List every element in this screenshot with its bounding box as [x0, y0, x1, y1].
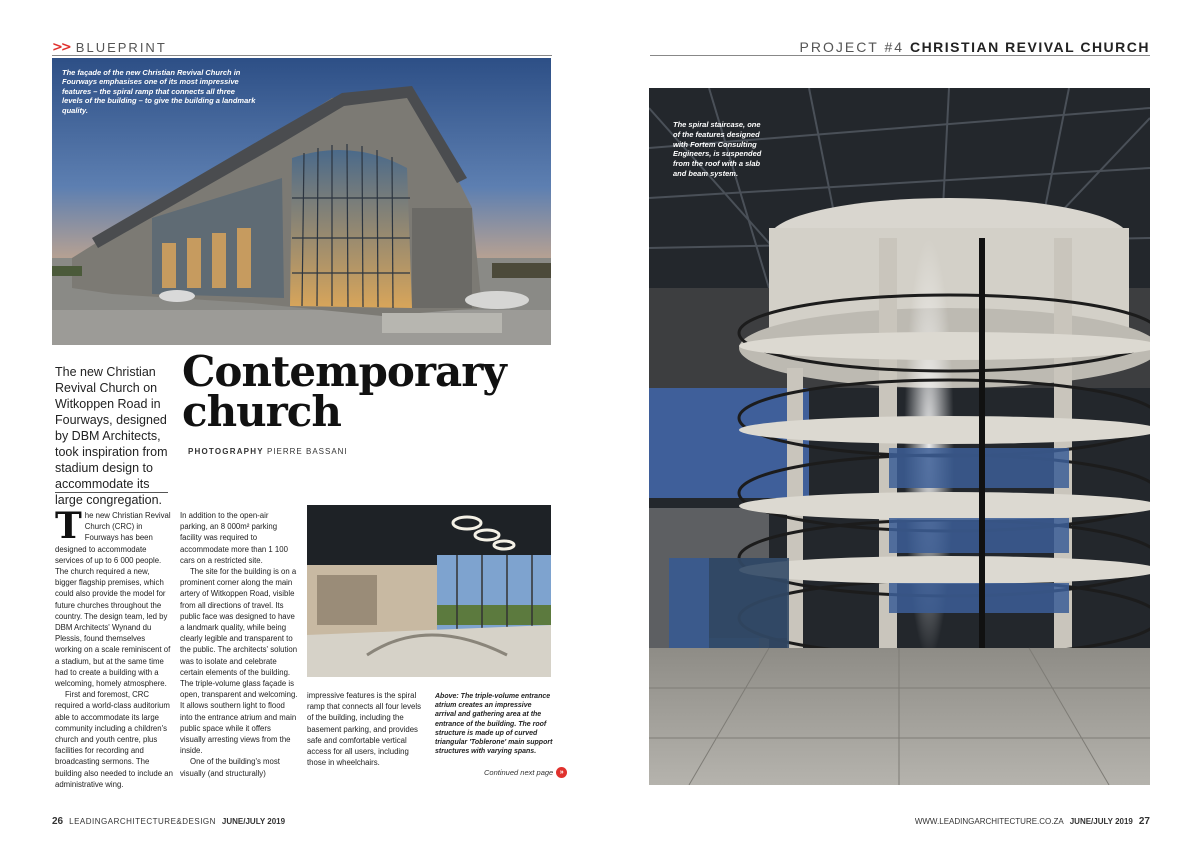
- footer-right: [915, 816, 1150, 827]
- header-rule-left: [52, 55, 552, 56]
- body-column-2: [180, 510, 298, 779]
- atrium-photo: [307, 505, 551, 677]
- photo-credit-label: PHOTOGRAPHY: [188, 447, 264, 456]
- body-column-3: [307, 690, 427, 768]
- paragraph: impressive features is the spiral ramp that connects all four levels of the building, including the basement parking, and provides safe and comfortable vertical access for all users, including those in wheelchairs.: [307, 691, 421, 768]
- facade-photo: [52, 58, 551, 345]
- issue-date-right: JUNE/JULY 2019: [1069, 817, 1133, 826]
- standfirst: The new Christian Revival Church on Witkoppen Road in Fourways, designed by DBM Architects, took inspiration from stadium design to accommodate its large congregation.: [55, 365, 168, 507]
- issue-date-left: JUNE/JULY 2019: [221, 817, 286, 826]
- continued-label: Continued next page: [484, 768, 554, 777]
- page-number-right: 27: [1138, 816, 1150, 827]
- title-line-2: church: [182, 387, 341, 436]
- footer-left: [52, 816, 285, 827]
- body-column-1: [55, 505, 173, 790]
- photographer-name: PIERRE BASSANI: [266, 447, 348, 456]
- paragraph: One of the building's most visually (and structurally): [180, 757, 280, 778]
- paragraph: In addition to the open-air parking, an 8 000m² parking facility was required to accommodate more than 1 100 cars on a restricted site.: [180, 511, 288, 565]
- staircase-photo: [649, 88, 1150, 785]
- website-url[interactable]: WWW.LEADINGARCHITECTURE.CO.ZA: [914, 817, 1064, 826]
- project-name: CHRISTIAN REVIVAL CHURCH: [909, 39, 1150, 55]
- atrium-caption: Above: The triple-volume entrance atrium creates an impressive arrival and gathering area at the entrance of the building. The roof structure is made up of curved triangular 'Toblerone' main support structures with varying spans.: [435, 693, 553, 756]
- standfirst-rule: [55, 492, 168, 493]
- continued-link[interactable]: [484, 767, 567, 778]
- paragraph: First and foremost, CRC required a world-class auditorium able to accommodate its large community including a children's church and youth centre, plus facilities for recording and broadcasting sermons. The building also needed to include an administrative wing.: [55, 690, 173, 789]
- paragraph: The new Christian Revival Church (CRC) in Fourways has been designed to accommodate services of up to 6 000 people. The church required a new, bigger flagship premises, which could also provide the model for future churches throughout the country. The design team, led by DBM Architects' Wynand du Plessis, found themselves working on a scale reminiscent of a stadium, but at the same time had to create a building with a welcoming, homely atmosphere.: [55, 505, 171, 689]
- drop-cap: T: [55, 505, 82, 547]
- title-line-1: Contemporary: [182, 347, 506, 396]
- article-title: [182, 347, 506, 436]
- section-header: [52, 40, 167, 55]
- project-number: PROJECT #4: [799, 39, 905, 55]
- magazine-name: LEADINGARCHITECTURE&DESIGN: [69, 817, 216, 826]
- double-chevron-right-icon: »: [556, 767, 567, 778]
- project-header: [800, 39, 1150, 55]
- chevron-right-icon: >>: [52, 40, 70, 55]
- paragraph: The site for the building is on a prominent corner along the main artery of Witkoppen Road, visible from all directions of travel. Its public face was designed to have a landmark quality, while being clearly legible and transparent to the public. The architects' solution was to isolate and celebrate certain elements of the building. The triple-volume glass façade is open, transparent and welcoming. It allows southern light to flood into the entrance atrium and main public space while it offers visually arresting views from the inside.: [180, 567, 298, 756]
- staircase-caption: The spiral staircase, one of the features designed with Fortem Consulting Engineers, is suspended from the roof with a slab and beam system.: [673, 120, 762, 178]
- header-rule-right: [650, 55, 1150, 56]
- facade-caption: The façade of the new Christian Revival Church in Fourways emphasises one of its most impressive features – the spiral ramp that connects all three levels of the building – to give the building a landmark quality.: [62, 68, 256, 115]
- section-label: BLUEPRINT: [75, 40, 167, 55]
- photo-credit: [188, 447, 348, 456]
- page-number-left: 26: [52, 816, 64, 827]
